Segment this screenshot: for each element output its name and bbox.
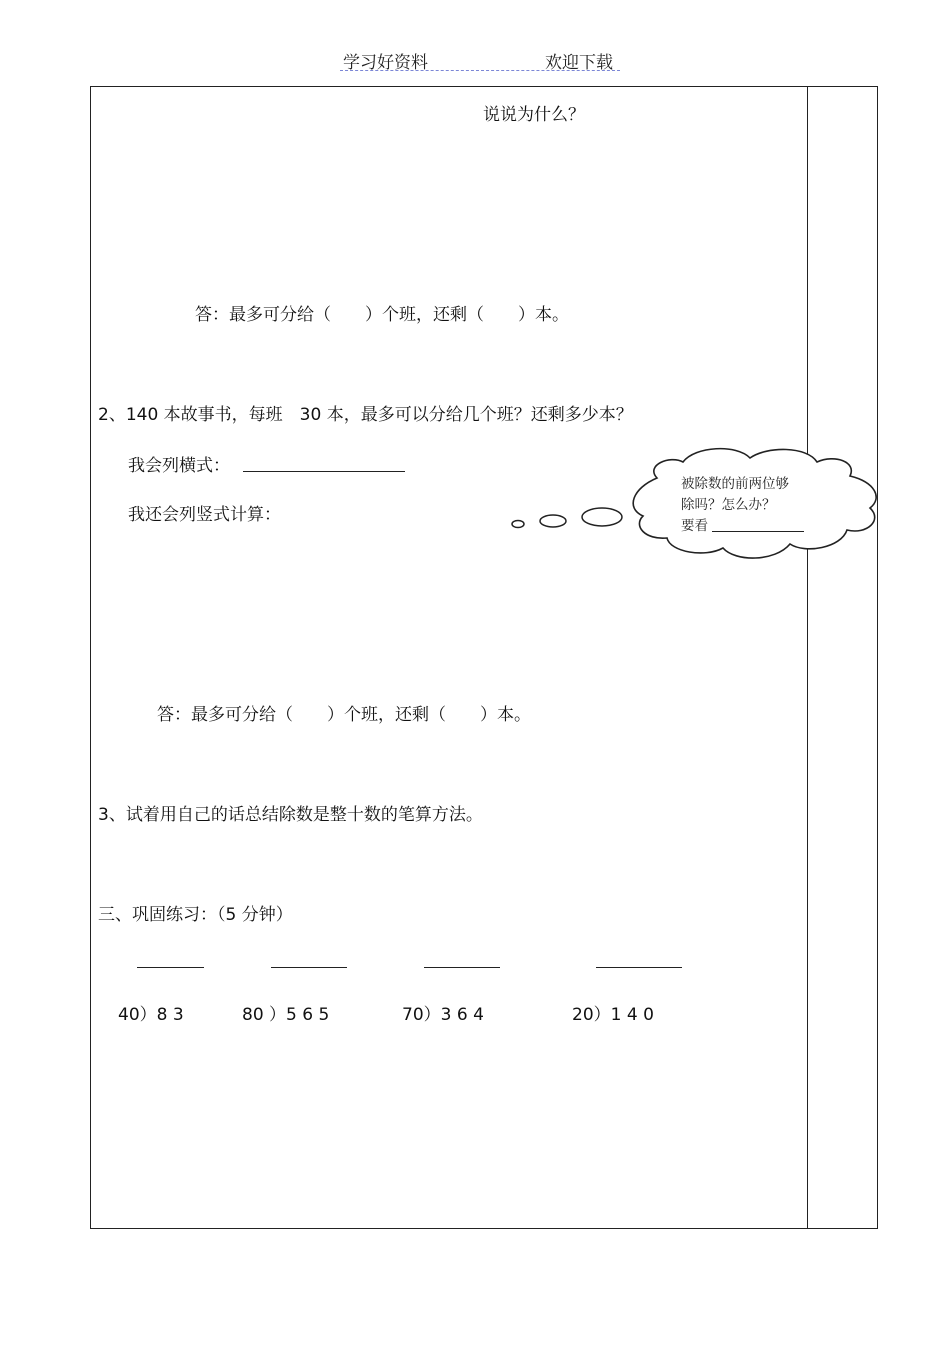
section-3-title: 三、巩固练习：（5 分钟） bbox=[98, 905, 293, 925]
division-problem-2: 80 ）5 6 5 bbox=[242, 1005, 330, 1025]
vertical-calc-label: 我还会列竖式计算： bbox=[128, 505, 281, 525]
quotient-line-2 bbox=[271, 967, 347, 968]
header-left-text: 学习好资料 bbox=[343, 53, 428, 73]
header-dashed-underline bbox=[340, 70, 620, 71]
answer-line-1: 答：最多可分给（ ）个班，还剩（ ）本。 bbox=[195, 305, 569, 325]
division-problem-4: 20）1 4 0 bbox=[572, 1005, 654, 1025]
quotient-line-4 bbox=[596, 967, 682, 968]
bubble-line-3: 要看 bbox=[681, 518, 708, 534]
division-problem-1: 40）8 3 bbox=[118, 1005, 184, 1025]
column-divider bbox=[807, 86, 808, 1229]
quotient-line-3 bbox=[424, 967, 500, 968]
header-right-text: 欢迎下载 bbox=[545, 53, 613, 73]
answer-line-2: 答：最多可分给（ ）个班，还剩（ ）本。 bbox=[157, 705, 531, 725]
reason-prompt: 说说为什么？ bbox=[483, 105, 585, 125]
question-2-text: 2、140 本故事书，每班 30 本，最多可以分给几个班？还剩多少本？ bbox=[98, 405, 633, 425]
formula-blank-line bbox=[243, 471, 405, 472]
quotient-line-1 bbox=[137, 967, 204, 968]
bubble-line-1: 被除数的前两位够 bbox=[681, 476, 789, 492]
question-3-text: 3、试着用自己的话总结除数是整十数的笔算方法。 bbox=[98, 805, 483, 825]
worksheet-frame bbox=[90, 86, 878, 1229]
division-problem-3: 70）3 6 4 bbox=[402, 1005, 484, 1025]
bubble-line-2: 除吗？怎么办？ bbox=[681, 497, 776, 513]
bubble-blank-line bbox=[712, 531, 804, 532]
horizontal-formula-label: 我会列横式： bbox=[128, 456, 230, 476]
